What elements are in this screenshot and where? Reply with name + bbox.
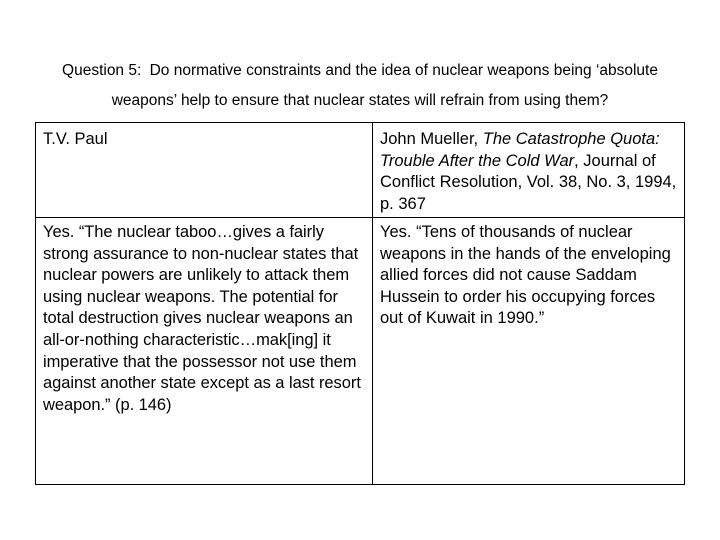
- left-quote: Yes. “The nuclear taboo…gives a fairly strong assurance to non-nuclear states that nuclear powers are unlikely to attack them using nuclear weapons. The potential for total destruction gives nuclear weapons an all-or-nothing characteristic…mak[ing] it imperative that the possessor not use them against another state except as a last resort weapon.” (p. 146): [43, 223, 361, 414]
- comparison-table: [35, 122, 685, 485]
- left-author: T.V. Paul: [43, 130, 108, 148]
- citation-rest: , Journal of Conflict Resolution, Vol. 38, No. 3, 1994, p. 367: [380, 151, 677, 213]
- right-citation-cell: [373, 123, 685, 218]
- citation-title: The Catastrophe Quota: Trouble After the Cold War: [380, 130, 660, 170]
- question-line-1-text: Do normative constraints and the idea of nuclear weapons being ‘absolute: [149, 62, 658, 79]
- table-body-row: [36, 218, 685, 485]
- question-line-2: weapons’ help to ensure that nuclear states will refrain from using them?: [111, 92, 609, 109]
- right-quote-cell: [373, 218, 685, 485]
- question-line-1: [40, 56, 680, 86]
- citation-author: John Mueller,: [380, 130, 483, 148]
- right-quote: Yes. “Tens of thousands of nuclear weapons in the hands of the enveloping allied forces did not cause Saddam Hussein to order his occupying forces out of Kuwait in 1990.”: [380, 223, 671, 328]
- left-author-cell: [36, 123, 373, 218]
- left-quote-cell: [36, 218, 373, 485]
- table-header-row: [36, 123, 685, 218]
- question-text: [40, 56, 680, 116]
- question-label: Question 5:: [62, 62, 142, 79]
